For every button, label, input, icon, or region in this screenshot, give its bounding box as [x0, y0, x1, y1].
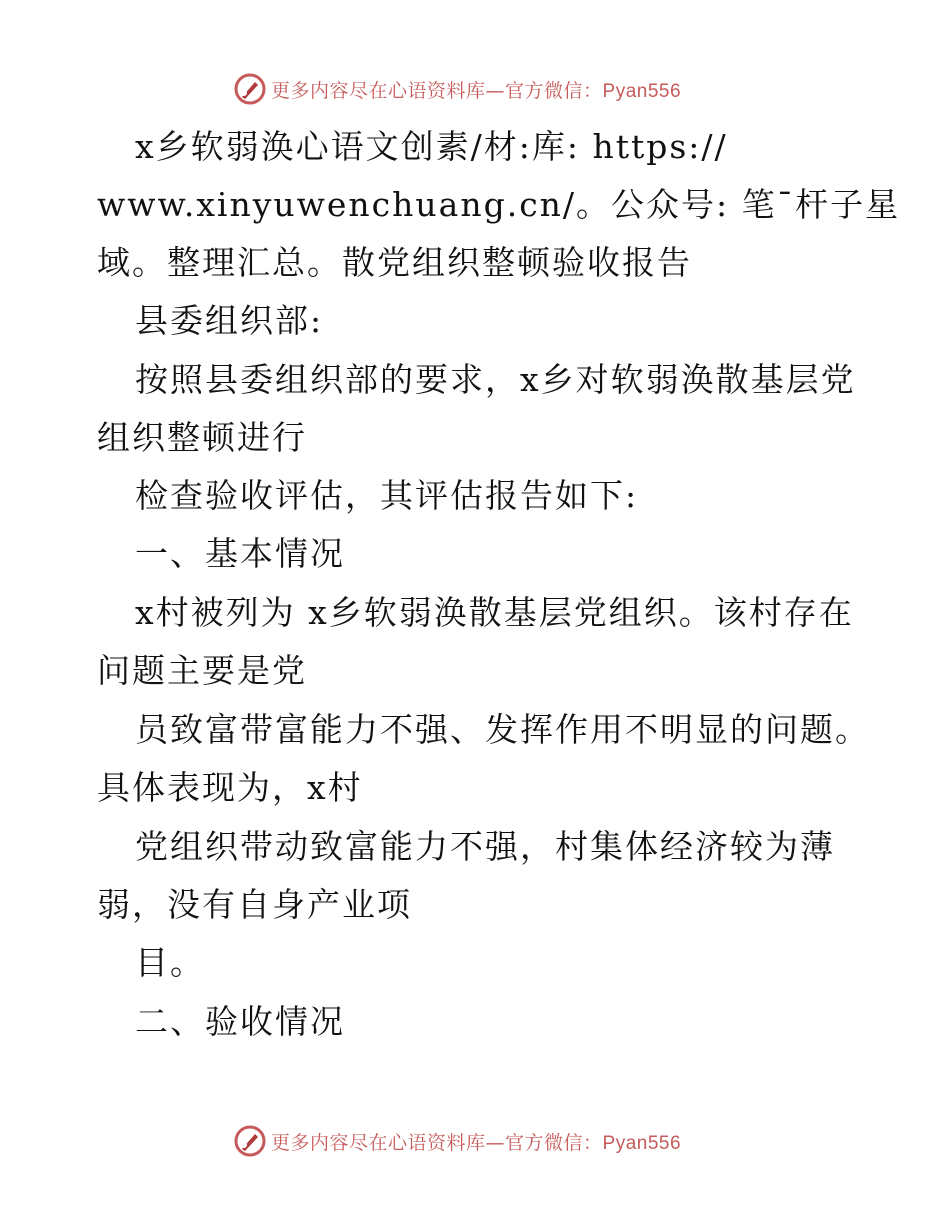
ink-pen-logo-icon [233, 72, 267, 106]
footer-banner [0, 1122, 950, 1162]
ink-pen-logo-icon [233, 1124, 267, 1158]
doc-line: 问题主要是党 [97, 651, 307, 690]
doc-line: x乡软弱涣心语文创素/材:库: https:// [135, 127, 728, 166]
doc-line: 检查验收评估，其评估报告如下: [135, 476, 639, 515]
doc-line: 按照县委组织部的要求，x乡对软弱涣散基层党 [135, 360, 856, 399]
banner-text: 更多内容尽在心语资料库—官方微信：Pyan556 [271, 1131, 682, 1154]
doc-line: x村被列为 x乡软弱涣散基层党组织。该村存在 [135, 593, 854, 632]
header-banner [0, 70, 950, 110]
doc-line: 县委组织部: [135, 301, 324, 340]
doc-line: 员致富带富能力不强、发挥作用不明显的问题。 [135, 710, 870, 749]
wechat-id: Pyan556 [602, 1132, 682, 1154]
doc-line: 具体表现为，x村 [97, 768, 363, 807]
doc-line: 弱，没有自身产业项 [97, 885, 412, 924]
doc-line: 域。整理汇总。散党组织整顿验收报告 [97, 243, 692, 282]
doc-line: 目。 [135, 943, 205, 982]
doc-line: www.xinyuwenchuang.cn/。公众号: 笔¯杆子星 [97, 185, 901, 224]
banner-text: 更多内容尽在心语资料库—官方微信：Pyan556 [271, 79, 682, 102]
section-heading: 一、基本情况 [135, 534, 345, 573]
section-heading: 二、验收情况 [135, 1002, 345, 1041]
wechat-id: Pyan556 [602, 80, 682, 102]
doc-line: 党组织带动致富能力不强，村集体经济较为薄 [135, 827, 835, 866]
doc-line: 组织整顿进行 [97, 418, 307, 457]
